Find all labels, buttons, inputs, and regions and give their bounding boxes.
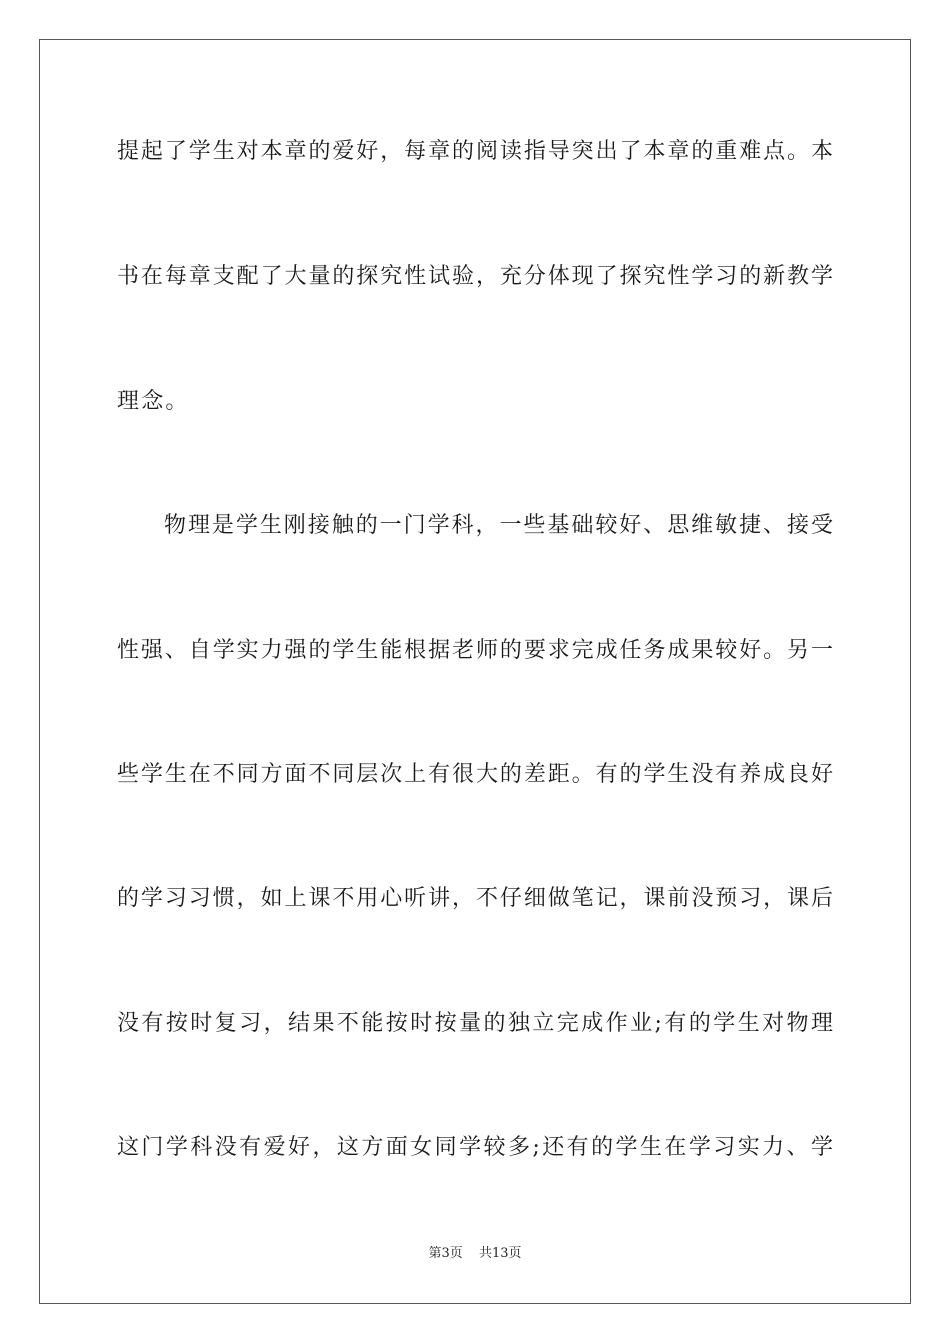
paragraph-line-6: 些学生在不同方面不同层次上有很大的差距。有的学生没有养成良好: [117, 762, 833, 787]
total-pages: 共13页: [478, 1246, 522, 1261]
page-frame: [39, 39, 911, 1304]
paragraph-line-7: 的学习习惯，如上课不用心听讲，不仔细做笔记，课前没预习，课后: [117, 886, 833, 911]
page-footer: [0, 1245, 950, 1263]
paragraph-line-8: 没有按时复习，结果不能按时按量的独立完成作业;有的学生对物理: [117, 1011, 833, 1036]
current-page-number: 第3页: [428, 1246, 463, 1261]
paragraph-line-3: 理念。: [117, 389, 190, 414]
paragraph-line-1: 提起了学生对本章的爱好，每章的阅读指导突出了本章的重难点。本: [117, 139, 833, 164]
paragraph-line-2: 书在每章支配了大量的探究性试验，充分体现了探究性学习的新教学: [117, 264, 833, 289]
paragraph-line-5: 性强、自学实力强的学生能根据老师的要求完成任务成果较好。另一: [117, 638, 833, 663]
paragraph-line-4: 物理是学生刚接触的一门学科，一些基础较好、思维敏捷、接受: [164, 513, 833, 538]
paragraph-line-9: 这门学科没有爱好，这方面女同学较多;还有的学生在学习实力、学: [117, 1135, 833, 1160]
